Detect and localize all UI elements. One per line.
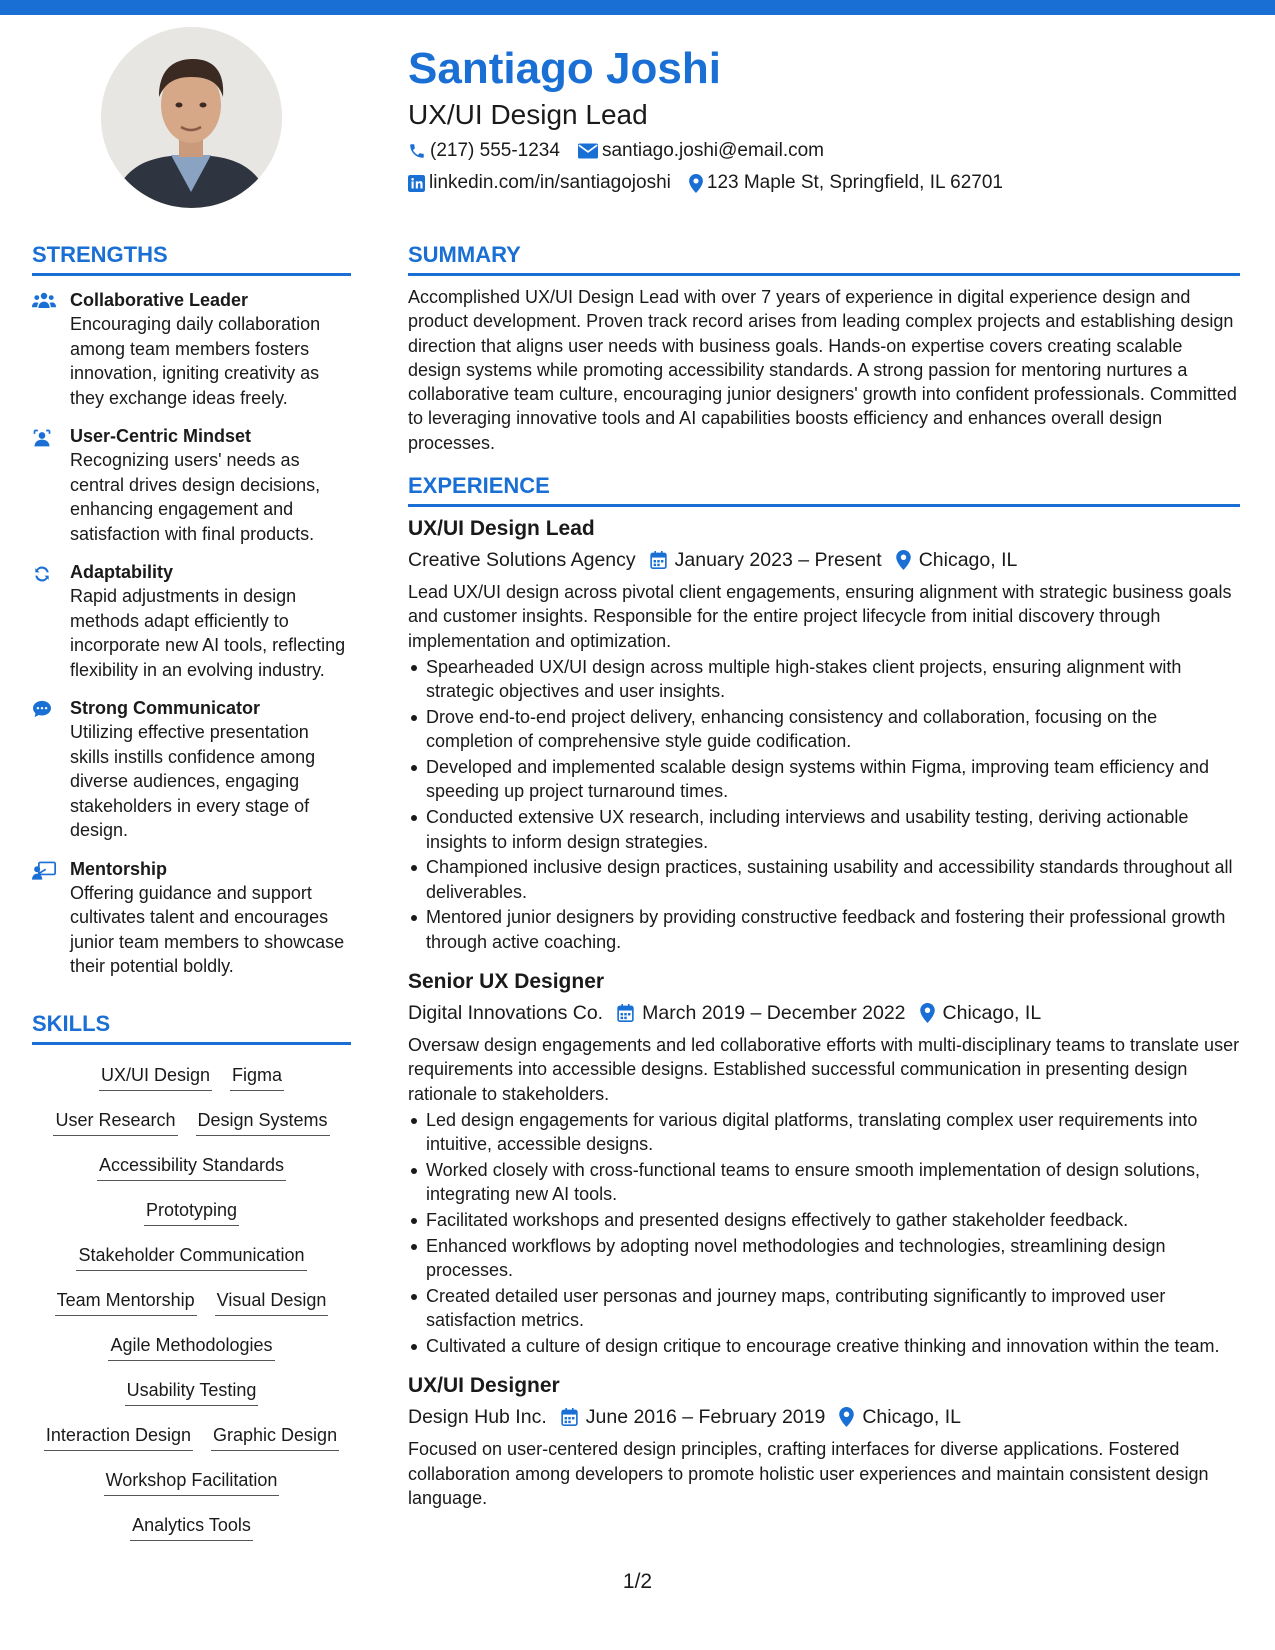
bullet-item: Facilitated workshops and presented designs effectively to gather stakeholder feedback. (408, 1208, 1240, 1232)
bullet-item: Led design engagements for various digital platforms, translating complex user requirements into intuitive, accessible designs. (408, 1108, 1240, 1157)
skill-tag: User Research (53, 1108, 177, 1136)
bullet-item: Created detailed user personas and journey maps, contributing significantly to improved user satisfaction metrics. (408, 1284, 1240, 1333)
skill-tag: Figma (230, 1063, 284, 1091)
skill-row (32, 1333, 351, 1378)
teacher-icon (32, 861, 56, 881)
job-location-text: Chicago, IL (942, 1002, 1042, 1025)
job-meta (408, 545, 1240, 575)
job-dates-text: March 2019 – December 2022 (642, 1002, 906, 1025)
job-company: Design Hub Inc. (408, 1406, 547, 1429)
right-column (408, 240, 1240, 1510)
job-dates (650, 545, 882, 575)
users-icon (32, 292, 56, 308)
bullet-item: Mentored junior designers by providing constructive feedback and fostering their professional growth through active coaching. (408, 905, 1240, 954)
phone-text: (217) 555-1234 (430, 140, 560, 161)
location-pin-icon (839, 1407, 854, 1427)
bullet-item: Enhanced workflows by adopting novel methodologies and technologies, streamlining design processes. (408, 1234, 1240, 1283)
job-meta (408, 998, 1240, 1028)
strength-desc: Offering guidance and support cultivates talent and encourages junior team members to showcase their potential boldly. (70, 882, 345, 976)
job-company: Digital Innovations Co. (408, 1002, 604, 1025)
job-description: Oversaw design engagements and led collaborative efforts with multi-disciplinary teams to translate user requirements into accessible designs. Established successful communication in presenting design rationale to stakeholders. (408, 1035, 1240, 1104)
top-accent-bar (0, 0, 1275, 15)
job-title: UX/UI Design Lead (408, 517, 595, 541)
strength-title: User-Centric Mindset (70, 426, 252, 446)
bullet-item: Cultivated a culture of design critique to encourage creative thinking and innovation within the team. (408, 1334, 1240, 1358)
job-location (920, 998, 1042, 1028)
skill-row (32, 1108, 351, 1153)
job-description: Focused on user-centered design principles, crafting interfaces for diverse applications. Fostered collaboration among developers to promote holistic user experiences and maintain consistent design language. (408, 1439, 1209, 1508)
summary-heading: SUMMARY (408, 240, 1240, 276)
strength-item (32, 560, 351, 682)
skill-tag: Interaction Design (44, 1423, 193, 1451)
summary-text: Accomplished UX/UI Design Lead with over 7 years of experience in digital experience design and product development. Proven track record arises from leading complex projects and establishing design direction that aligns user needs with business goals. Hands-on expertise covers creating scalable design systems while promoting accessibility standards. A strong passion for mentoring nurtures a collaborative team culture, encouraging junior designers' growth into confident professionals. Committed to leveraging innovative tools and AI capabilities boosts efficiency and enhances overall design processes. (408, 287, 1237, 453)
skill-tag: Prototyping (144, 1198, 239, 1226)
job-title: UX/UI Designer (408, 1374, 560, 1398)
job-meta (408, 1402, 1240, 1432)
calendar-icon (650, 551, 667, 569)
skill-row (32, 1288, 351, 1333)
candidate-name: Santiago Joshi (408, 44, 721, 93)
job-entry (408, 1372, 1240, 1510)
address-text: 123 Maple St, Springfield, IL 62701 (706, 172, 1003, 193)
bullet-item: Worked closely with cross-functional teams to ensure smooth implementation of design solutions, integrating new AI tools. (408, 1158, 1240, 1207)
linkedin-contact[interactable] (408, 170, 671, 196)
refresh-icon (32, 564, 52, 584)
bullet-item: Developed and implemented scalable design systems within Figma, improving team efficiency and speeding up project turnaround times. (408, 755, 1240, 804)
email-contact[interactable] (578, 138, 824, 164)
strength-title: Mentorship (70, 858, 167, 879)
bullet-item: Conducted extensive UX research, including interviews and usability testing, deriving actionable insights to inform design strategies. (408, 805, 1240, 854)
skill-tag: Agile Methodologies (108, 1333, 274, 1361)
job-dates-text: January 2023 – Present (674, 549, 882, 572)
strengths-heading: STRENGTHS (32, 240, 351, 276)
location-pin-icon (896, 550, 911, 570)
skills-list (32, 1063, 351, 1558)
email-icon (578, 143, 598, 159)
strength-item (32, 288, 351, 410)
strength-item (32, 857, 351, 979)
location-pin-icon (689, 174, 703, 193)
candidate-title: UX/UI Design Lead (408, 99, 648, 130)
resume-header (408, 40, 1238, 196)
skill-tag: Stakeholder Communication (76, 1243, 306, 1271)
job-location (896, 545, 1018, 575)
linkedin-icon (408, 175, 425, 192)
strength-desc: Rapid adjustments in design methods adapt efficiently to incorporate new AI tools, reflecting flexibility in an evolving industry. (70, 586, 346, 680)
skill-tag: Design Systems (196, 1108, 330, 1136)
strength-desc: Encouraging daily collaboration among team members fosters innovation, igniting creativity as they exchange ideas freely. (70, 314, 321, 408)
skill-row (32, 1378, 351, 1423)
bullet-item: Spearheaded UX/UI design across multiple high-stakes client projects, ensuring alignment with strategic objectives and user insights. (408, 655, 1240, 704)
skill-tag: Accessibility Standards (97, 1153, 286, 1181)
strength-title: Strong Communicator (70, 698, 261, 718)
skill-row (32, 1063, 351, 1108)
strength-desc: Utilizing effective presentation skills instills confidence among diverse audiences, engaging stakeholders in every stage of design. (70, 722, 316, 840)
skill-row (32, 1468, 351, 1513)
calendar-icon (561, 1408, 578, 1426)
page-number: 1/2 (622, 1570, 653, 1593)
job-title: Senior UX Designer (408, 970, 605, 994)
contact-row-1 (408, 138, 1238, 164)
skill-tag: Team Mentorship (55, 1288, 197, 1316)
phone-icon (408, 142, 426, 160)
strength-item (32, 424, 351, 546)
skill-row (32, 1198, 351, 1243)
skill-tag: Graphic Design (211, 1423, 339, 1451)
profile-photo (101, 27, 282, 208)
job-location-text: Chicago, IL (862, 1406, 961, 1429)
skill-tag: Workshop Facilitation (104, 1468, 280, 1496)
skill-tag: Usability Testing (125, 1378, 259, 1406)
user-focus-icon (32, 428, 52, 448)
job-dates (561, 1402, 826, 1432)
strength-item (32, 696, 351, 843)
strength-desc: Recognizing users' needs as central drives design decisions, enhancing engagement and satisfaction with final products. (70, 450, 321, 544)
skill-row (32, 1243, 351, 1288)
address-contact (689, 170, 1003, 196)
location-pin-icon (920, 1003, 935, 1023)
job-company: Creative Solutions Agency (408, 549, 636, 572)
job-description: Lead UX/UI design across pivotal client engagements, ensuring alignment with strategic business goals and customer insights. Responsible for the entire project lifecycle from initial discovery through implementation and optimization. (408, 582, 1232, 651)
skill-row (32, 1423, 351, 1468)
job-entry (408, 968, 1240, 1358)
strength-title: Adaptability (70, 562, 174, 582)
job-bullets (408, 655, 1240, 954)
job-bullets (408, 1108, 1240, 1358)
job-location (839, 1402, 961, 1432)
chat-icon (32, 700, 52, 718)
email-text: santiago.joshi@email.com (601, 140, 824, 161)
bullet-item: Drove end-to-end project delivery, enhancing consistency and collaboration, focusing on the completion of comprehensive style guide codification. (408, 705, 1240, 754)
calendar-icon (617, 1004, 634, 1022)
job-dates-text: June 2016 – February 2019 (585, 1406, 826, 1429)
phone-contact (408, 138, 560, 164)
skill-tag: UX/UI Design (99, 1063, 212, 1091)
strengths-list (32, 288, 351, 979)
job-location-text: Chicago, IL (918, 549, 1018, 572)
skill-row (32, 1513, 351, 1558)
strength-title: Collaborative Leader (70, 290, 249, 310)
job-entry (408, 515, 1240, 954)
skill-row (32, 1153, 351, 1198)
bullet-item: Championed inclusive design practices, sustaining usability and accessibility standards throughout all deliverables. (408, 855, 1240, 904)
experience-heading: EXPERIENCE (408, 471, 1240, 507)
left-column (32, 240, 351, 1558)
skill-tag: Visual Design (215, 1288, 329, 1316)
job-dates (617, 998, 905, 1028)
linkedin-text: linkedin.com/in/santiagojoshi (429, 172, 671, 193)
skill-tag: Analytics Tools (130, 1513, 253, 1541)
skills-heading: SKILLS (32, 1009, 351, 1045)
contact-row-2 (408, 170, 1238, 196)
